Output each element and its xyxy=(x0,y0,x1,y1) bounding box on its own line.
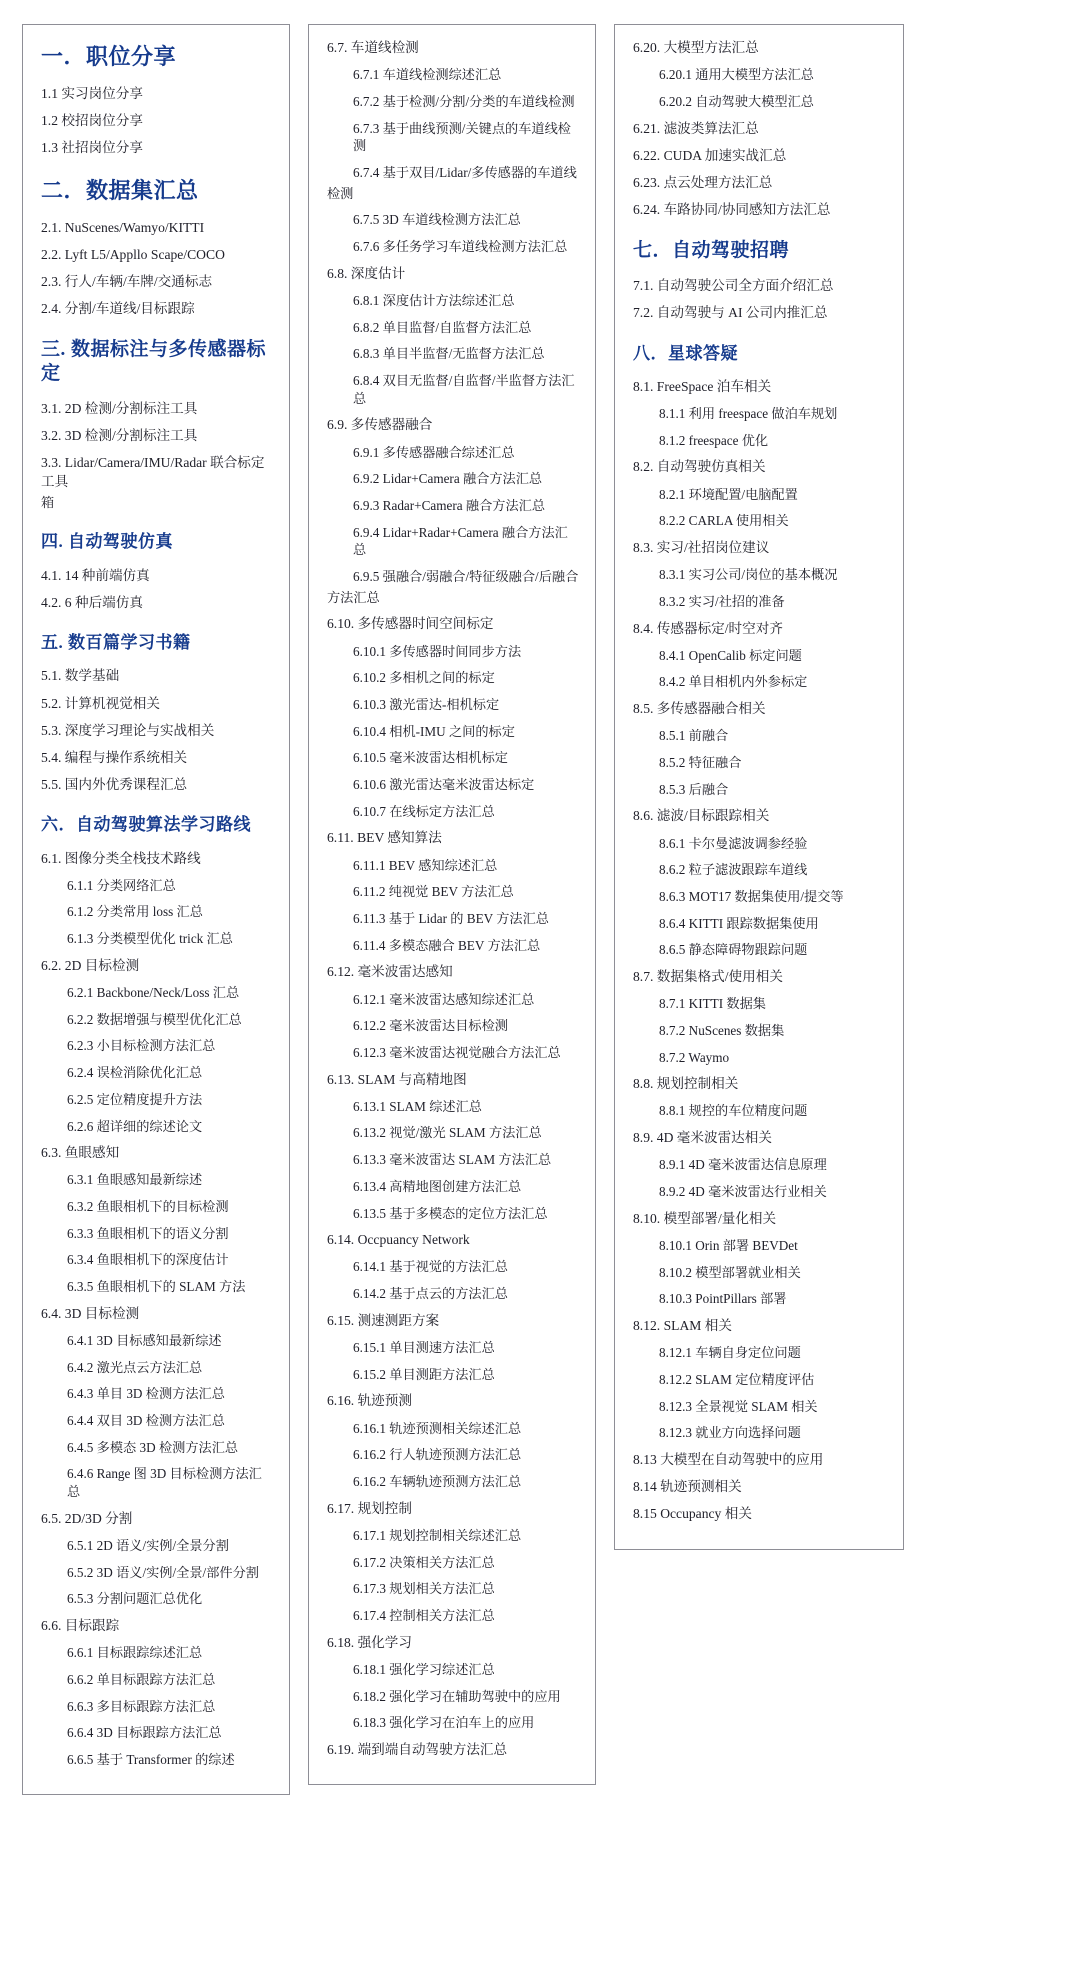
toc-entry-level3[interactable]: 8.4.1 OpenCalib 标定问题 xyxy=(659,647,802,663)
toc-entry-level2[interactable]: 6.5. 2D/3D 分割 xyxy=(41,1510,133,1526)
toc-entry-level2[interactable]: 6.9. 多传感器融合 xyxy=(327,417,433,433)
toc-entry-level3[interactable]: 6.8.2 单目监督/自监督方法汇总 xyxy=(353,319,532,335)
toc-entry-level3[interactable]: 6.3.1 鱼眼感知最新综述 xyxy=(67,1172,203,1188)
toc-entry-level3[interactable]: 6.3.5 鱼眼相机下的 SLAM 方法 xyxy=(67,1279,246,1295)
toc-entry-level2[interactable]: 6.10. 多传感器时间空间标定 xyxy=(327,616,494,632)
toc-entry-level3[interactable]: 8.7.1 KITTI 数据集 xyxy=(659,996,766,1012)
toc-entry-level3[interactable]: 6.8.4 双目无监督/自监督/半监督方法汇总 xyxy=(353,372,575,406)
toc-section-heading[interactable]: 三. 数据标注与多传感器标定 xyxy=(41,339,267,385)
toc-entry-level3[interactable]: 6.13.5 基于多模态的定位方法汇总 xyxy=(353,1205,548,1221)
toc-entry-level2[interactable]: 6.17. 规划控制 xyxy=(327,1500,412,1516)
toc-entry-level3[interactable]: 8.12.3 全景视觉 SLAM 相关 xyxy=(659,1398,818,1414)
toc-entry-level2[interactable]: 6.19. 端到端自动驾驶方法汇总 xyxy=(327,1741,508,1757)
toc-entry-level2[interactable]: 6.8. 深度估计 xyxy=(327,265,406,281)
toc-entry-level3[interactable]: 6.16.2 行人轨迹预测方法汇总 xyxy=(353,1447,522,1463)
toc-entry-level2[interactable]: 6.14. Occpuancy Network xyxy=(327,1232,470,1248)
toc-entry-level3[interactable]: 6.17.4 控制相关方法汇总 xyxy=(353,1607,495,1623)
toc-entry-level2[interactable]: 4.2. 6 种后端仿真 xyxy=(41,594,143,610)
toc-entry-level3[interactable]: 6.8.3 单目半监督/无监督方法汇总 xyxy=(353,346,545,362)
toc-entry-level3[interactable]: 6.3.3 鱼眼相机下的语义分割 xyxy=(67,1225,229,1241)
toc-entry-level3[interactable]: 6.20.2 自动驾驶大模型汇总 xyxy=(659,93,814,109)
toc-entry-level3[interactable]: 6.6.5 基于 Transformer 的综述 xyxy=(67,1752,235,1768)
toc-entry-level3[interactable]: 6.9.3 Radar+Camera 融合方法汇总 xyxy=(353,497,546,513)
toc-entry-level3[interactable]: 8.8.1 规控的车位精度问题 xyxy=(659,1103,808,1119)
toc-entry-level3[interactable]: 6.11.1 BEV 感知综述汇总 xyxy=(353,857,498,873)
toc-entry-level3[interactable]: 6.2.2 数据增强与模型优化汇总 xyxy=(67,1011,242,1027)
toc-entry-level3[interactable]: 8.10.1 Orin 部署 BEVDet xyxy=(659,1237,798,1253)
toc-entry-level3[interactable]: 8.2.1 环境配置/电脑配置 xyxy=(659,486,798,502)
toc-entry-level3[interactable]: 6.4.5 多模态 3D 检测方法汇总 xyxy=(67,1439,239,1455)
toc-entry-level3[interactable]: 6.10.5 毫米波雷达相机标定 xyxy=(353,750,508,766)
toc-entry-level3[interactable]: 8.12.1 车辆自身定位问题 xyxy=(659,1345,801,1361)
toc-entry-level3[interactable]: 6.13.2 视觉/激光 SLAM 方法汇总 xyxy=(353,1125,542,1141)
toc-entry-level3[interactable]: 6.18.3 强化学习在泊车上的应用 xyxy=(353,1715,535,1731)
toc-entry-level3[interactable]: 6.11.3 基于 Lidar 的 BEV 方法汇总 xyxy=(353,910,549,926)
toc-entry-level2[interactable]: 8.10. 模型部署/量化相关 xyxy=(633,1210,777,1226)
toc-entry-level3[interactable]: 6.2.4 误检消除优化汇总 xyxy=(67,1065,203,1081)
toc-entry-level3[interactable]: 8.1.1 利用 freespace 做泊车规划 xyxy=(659,406,838,421)
toc-entry-level3[interactable]: 8.6.4 KITTI 跟踪数据集使用 xyxy=(659,915,819,931)
toc-entry-level3[interactable]: 6.10.4 相机-IMU 之间的标定 xyxy=(353,723,515,739)
toc-entry-level3[interactable]: 6.4.3 单目 3D 检测方法汇总 xyxy=(67,1386,225,1402)
toc-entry-level3[interactable]: 6.4.6 Range 图 3D 目标检测方法汇总 xyxy=(67,1466,262,1500)
toc-entry-level2[interactable]: 6.13. SLAM 与高精地图 xyxy=(327,1071,467,1087)
toc-entry-level3[interactable]: 8.7.2 NuScenes 数据集 xyxy=(659,1022,785,1038)
toc-entry-level3[interactable]: 6.11.2 纯视觉 BEV 方法汇总 xyxy=(353,884,514,900)
toc-entry-level2[interactable]: 6.22. CUDA 加速实战汇总 xyxy=(633,147,787,163)
toc-entry-level3[interactable]: 6.5.3 分割问题汇总优化 xyxy=(67,1591,203,1607)
toc-entry-level2[interactable]: 2.3. 行人/车辆/车牌/交通标志 xyxy=(41,274,213,290)
toc-entry-level2[interactable]: 4.1. 14 种前端仿真 xyxy=(41,567,150,583)
toc-entry-level3[interactable]: 6.4.4 双目 3D 检测方法汇总 xyxy=(67,1413,225,1429)
toc-entry-level3[interactable]: 6.2.6 超详细的综述论文 xyxy=(67,1118,203,1134)
toc-entry-level3[interactable]: 8.4.2 单目相机内外参标定 xyxy=(659,674,808,690)
toc-entry-level3[interactable]: 8.6.2 粒子滤波跟踪车道线 xyxy=(659,862,808,878)
toc-entry-level2[interactable]: 6.24. 车路协同/协同感知方法汇总 xyxy=(633,202,831,218)
toc-entry-level3[interactable]: 8.12.2 SLAM 定位精度评估 xyxy=(659,1371,815,1387)
toc-section-heading[interactable]: 八．星球答疑 xyxy=(633,343,738,363)
toc-entry-level3[interactable]: 8.3.2 实习/社招的准备 xyxy=(659,593,785,609)
toc-entry-level2[interactable]: 7.1. 自动驾驶公司全方面介绍汇总 xyxy=(633,278,834,294)
toc-entry-level3[interactable]: 8.6.1 卡尔曼滤波调参经验 xyxy=(659,835,808,851)
toc-entry-level3[interactable]: 6.6.1 目标跟踪综述汇总 xyxy=(67,1645,203,1661)
toc-entry-level3[interactable]: 6.2.5 定位精度提升方法 xyxy=(67,1091,203,1107)
toc-entry-level2[interactable]: 6.6. 目标跟踪 xyxy=(41,1618,120,1634)
toc-entry-level3[interactable]: 6.2.1 Backbone/Neck/Loss 汇总 xyxy=(67,985,240,1001)
toc-entry-level3[interactable]: 6.16.1 轨迹预测相关综述汇总 xyxy=(353,1420,522,1436)
toc-entry-level3[interactable]: 6.5.1 2D 语义/实例/全景分割 xyxy=(67,1538,229,1554)
toc-entry-level3[interactable]: 6.18.2 强化学习在辅助驾驶中的应用 xyxy=(353,1688,561,1704)
toc-entry-level3[interactable]: 8.3.1 实习公司/岗位的基本概况 xyxy=(659,567,838,583)
toc-entry-level3[interactable]: 6.8.1 深度估计方法综述汇总 xyxy=(353,292,515,308)
toc-entry-level3[interactable]: 6.2.3 小目标检测方法汇总 xyxy=(67,1038,216,1054)
toc-entry-level3[interactable]: 6.10.1 多传感器时间同步方法 xyxy=(353,643,522,659)
toc-entry-level3[interactable]: 6.6.3 多目标跟踪方法汇总 xyxy=(67,1698,216,1714)
toc-entry-level2[interactable]: 7.2. 自动驾驶与 AI 公司内推汇总 xyxy=(633,305,828,321)
toc-entry-level2[interactable]: 8.5. 多传感器融合相关 xyxy=(633,701,766,717)
toc-entry-level2[interactable]: 6.11. BEV 感知算法 xyxy=(327,830,442,846)
toc-entry-level2[interactable]: 8.9. 4D 毫米波雷达相关 xyxy=(633,1130,772,1146)
toc-entry-level2[interactable]: 8.12. SLAM 相关 xyxy=(633,1318,732,1334)
toc-entry-level2[interactable]: 6.1. 图像分类全栈技术路线 xyxy=(41,850,201,866)
toc-entry-level3[interactable]: 6.10.6 激光雷达毫米波雷达标定 xyxy=(353,777,535,792)
toc-entry-level2[interactable]: 3.2. 3D 检测/分割标注工具 xyxy=(41,428,198,444)
toc-entry-level3[interactable]: 8.6.3 MOT17 数据集使用/提交等 xyxy=(659,888,844,904)
toc-entry-level3[interactable]: 6.18.1 强化学习综述汇总 xyxy=(353,1661,495,1677)
toc-entry-level3[interactable]: 6.15.2 单目测距方法汇总 xyxy=(353,1366,495,1382)
column-2 xyxy=(308,24,596,1785)
toc-entry-level3[interactable]: 6.13.1 SLAM 综述汇总 xyxy=(353,1098,482,1114)
toc-entry-level2[interactable]: 3.1. 2D 检测/分割标注工具 xyxy=(41,400,198,416)
toc-entry-level3[interactable]: 8.5.3 后融合 xyxy=(659,781,729,797)
column-3 xyxy=(614,24,904,1550)
toc-entry-level2[interactable]: 1.1 实习岗位分享 xyxy=(41,85,143,101)
toc-entry-level2[interactable]: 8.8. 规划控制相关 xyxy=(633,1076,739,1092)
toc-section-heading[interactable]: 七．自动驾驶招聘 xyxy=(633,240,790,262)
toc-entry-level2[interactable]: 1.3 社招岗位分享 xyxy=(41,139,143,155)
toc-entry-level3[interactable]: 6.7.5 3D 车道线检测方法汇总 xyxy=(353,212,521,228)
toc-section-heading[interactable]: 一．职位分享 xyxy=(41,44,177,69)
toc-entry-level3[interactable]: 8.12.3 就业方向选择问题 xyxy=(659,1425,801,1441)
toc-entry-level2[interactable]: 6.20. 大模型方法汇总 xyxy=(633,40,759,55)
toc-entry-level3[interactable]: 8.7.2 Waymo xyxy=(659,1049,730,1065)
toc-entry-level2[interactable]: 6.7. 车道线检测 xyxy=(327,40,419,55)
toc-entry-level3[interactable]: 6.6.2 单目标跟踪方法汇总 xyxy=(67,1672,216,1687)
toc-entry-level3[interactable]: 6.20.1 通用大模型方法汇总 xyxy=(659,67,814,83)
toc-entry-level3[interactable]: 6.10.7 在线标定方法汇总 xyxy=(353,803,495,819)
toc-entry-level3[interactable]: 6.3.4 鱼眼相机下的深度估计 xyxy=(67,1252,229,1268)
toc-entry-level2[interactable]: 1.2 校招岗位分享 xyxy=(41,112,143,128)
toc-entry-level3[interactable]: 6.7.3 基于曲线预测/关键点的车道线检测 xyxy=(353,120,571,154)
toc-entry-level3[interactable]: 6.7.2 基于检测/分割/分类的车道线检测 xyxy=(353,93,575,109)
toc-section-heading[interactable]: 六．自动驾驶算法学习路线 xyxy=(41,815,251,835)
toc-entry-level3[interactable]: 6.11.4 多模态融合 BEV 方法汇总 xyxy=(353,937,541,953)
toc-entry-level3[interactable]: 6.17.3 规划相关方法汇总 xyxy=(353,1581,495,1597)
toc-entry-level2[interactable]: 6.15. 测速测距方案 xyxy=(327,1312,440,1328)
toc-entry-level2[interactable]: 3.3. Lidar/Camera/IMU/Radar 联合标定工具 xyxy=(41,455,265,489)
toc-entry-level2[interactable]: 8.3. 实习/社招岗位建议 xyxy=(633,539,770,555)
toc-entry-level3[interactable]: 6.7.6 多任务学习车道线检测方法汇总 xyxy=(353,239,568,255)
column-1 xyxy=(22,24,290,1795)
toc-entry-level3[interactable]: 6.7.1 车道线检测综述汇总 xyxy=(353,67,502,83)
toc-entry-level3[interactable]: 6.9.4 Lidar+Radar+Camera 融合方法汇总 xyxy=(353,524,568,558)
toc-entry-level2[interactable]: 6.23. 点云处理方法汇总 xyxy=(633,174,773,190)
toc-entry-level2[interactable]: 5.1. 数学基础 xyxy=(41,668,120,684)
toc-entry-level2[interactable]: 6.3. 鱼眼感知 xyxy=(41,1145,120,1161)
toc-entry-level3[interactable]: 6.6.4 3D 目标跟踪方法汇总 xyxy=(67,1725,222,1741)
toc-entry-level3[interactable]: 8.6.5 静态障碍物跟踪问题 xyxy=(659,942,808,958)
toc-entry-level3[interactable]: 6.14.2 基于点云的方法汇总 xyxy=(353,1286,508,1302)
toc-entry-wrapped-line: 方法汇总 xyxy=(327,589,380,605)
toc-entry-level3[interactable]: 6.9.2 Lidar+Camera 融合方法汇总 xyxy=(353,471,543,487)
toc-entry-level3[interactable]: 6.13.3 毫米波雷达 SLAM 方法汇总 xyxy=(353,1152,552,1168)
toc-entry-level2[interactable]: 5.2. 计算机视觉相关 xyxy=(41,695,160,711)
toc-section-heading[interactable]: 二．数据集汇总 xyxy=(41,178,199,204)
toc-entry-level2[interactable]: 2.4. 分割/车道线/目标跟踪 xyxy=(41,301,195,317)
toc-entry-level2[interactable]: 6.2. 2D 目标检测 xyxy=(41,957,140,973)
toc-entry-level3[interactable]: 8.5.1 前融合 xyxy=(659,728,729,744)
toc-entry-level2[interactable]: 8.4. 传感器标定/时空对齐 xyxy=(633,620,783,636)
toc-entry-level3[interactable]: 6.7.4 基于双目/Lidar/多传感器的车道线 xyxy=(353,164,577,180)
toc-entry-level2[interactable]: 8.6. 滤波/目标跟踪相关 xyxy=(633,808,770,824)
toc-entry-level3[interactable]: 8.10.3 PointPillars 部署 xyxy=(659,1291,787,1307)
toc-entry-level3[interactable]: 8.1.2 freespace 优化 xyxy=(659,432,769,448)
toc-entry-level2[interactable]: 8.15 Occupancy 相关 xyxy=(633,1506,752,1522)
toc-entry-level2[interactable]: 8.14 轨迹预测相关 xyxy=(633,1479,742,1495)
toc-entry-level3[interactable]: 6.1.1 分类网络汇总 xyxy=(67,877,176,893)
toc-section-heading[interactable]: 四. 自动驾驶仿真 xyxy=(41,532,173,552)
toc-entry-wrapped-line: 检测 xyxy=(327,185,354,201)
toc-entry-level3[interactable]: 6.10.3 激光雷达-相机标定 xyxy=(353,696,500,712)
toc-entry-level3[interactable]: 6.9.1 多传感器融合综述汇总 xyxy=(353,444,515,460)
toc-entry-level3[interactable]: 6.9.5 强融合/弱融合/特征级融合/后融合 xyxy=(353,568,579,584)
toc-entry-level3[interactable]: 6.15.1 单目测速方法汇总 xyxy=(353,1340,495,1356)
toc-entry-level2[interactable]: 8.7. 数据集格式/使用相关 xyxy=(633,969,783,985)
toc-entry-level3[interactable]: 6.4.1 3D 目标感知最新综述 xyxy=(67,1333,222,1349)
toc-entry-level3[interactable]: 6.12.1 毫米波雷达感知综述汇总 xyxy=(353,991,535,1007)
toc-entry-level2[interactable]: 6.16. 轨迹预测 xyxy=(327,1393,412,1409)
toc-entry-level3[interactable]: 6.13.4 高精地图创建方法汇总 xyxy=(353,1178,522,1194)
toc-entry-level3[interactable]: 6.1.3 分类模型优化 trick 汇总 xyxy=(67,931,233,947)
toc-entry-level3[interactable]: 8.2.2 CARLA 使用相关 xyxy=(659,513,789,529)
toc-entry-level2[interactable]: 2.1. NuScenes/Wamyo/KITTI xyxy=(41,219,205,235)
toc-entry-level3[interactable]: 6.16.2 车辆轨迹预测方法汇总 xyxy=(353,1473,522,1489)
toc-entry-level2[interactable]: 6.18. 强化学习 xyxy=(327,1634,412,1650)
toc-entry-level2[interactable]: 6.12. 毫米波雷达感知 xyxy=(327,964,453,980)
toc-entry-level3[interactable]: 6.12.3 毫米波雷达视觉融合方法汇总 xyxy=(353,1044,561,1060)
toc-entry-level3[interactable]: 6.10.2 多相机之间的标定 xyxy=(353,670,495,686)
toc-entry-level2[interactable]: 5.4. 编程与操作系统相关 xyxy=(41,749,188,765)
toc-entry-level2[interactable]: 5.5. 国内外优秀课程汇总 xyxy=(41,777,188,793)
toc-entry-level3[interactable]: 6.1.2 分类常用 loss 汇总 xyxy=(67,904,203,920)
toc-entry-level3[interactable]: 6.4.2 激光点云方法汇总 xyxy=(67,1359,203,1375)
toc-entry-level3[interactable]: 8.10.2 模型部署就业相关 xyxy=(659,1264,801,1280)
toc-entry-level2[interactable]: 6.4. 3D 目标检测 xyxy=(41,1305,140,1321)
toc-entry-level3[interactable]: 6.17.2 决策相关方法汇总 xyxy=(353,1554,495,1570)
toc-entry-level2[interactable]: 5.3. 深度学习理论与实战相关 xyxy=(41,722,215,738)
toc-entry-level2[interactable]: 2.2. Lyft L5/Appllo Scape/COCO xyxy=(41,246,225,262)
toc-entry-level3[interactable]: 6.17.1 规划控制相关综述汇总 xyxy=(353,1527,522,1543)
toc-entry-level3[interactable]: 8.9.2 4D 毫米波雷达行业相关 xyxy=(659,1184,827,1200)
toc-entry-level3[interactable]: 8.5.2 特征融合 xyxy=(659,755,742,770)
toc-entry-level3[interactable]: 6.5.2 3D 语义/实例/全景/部件分割 xyxy=(67,1564,259,1580)
toc-section-heading[interactable]: 五. 数百篇学习书籍 xyxy=(41,633,191,653)
toc-entry-level3[interactable]: 6.3.2 鱼眼相机下的目标检测 xyxy=(67,1199,229,1215)
toc-entry-level2[interactable]: 8.1. FreeSpace 泊车相关 xyxy=(633,378,772,394)
toc-entry-level3[interactable]: 6.12.2 毫米波雷达目标检测 xyxy=(353,1018,508,1034)
toc-entry-level2[interactable]: 6.21. 滤波类算法汇总 xyxy=(633,120,759,136)
toc-entry-level2[interactable]: 8.13 大模型在自动驾驶中的应用 xyxy=(633,1451,824,1467)
toc-entry-level3[interactable]: 6.14.1 基于视觉的方法汇总 xyxy=(353,1259,508,1275)
toc-entry-level2[interactable]: 8.2. 自动驾驶仿真相关 xyxy=(633,459,766,475)
toc-entry-wrapped-line: 箱 xyxy=(41,494,55,510)
toc-entry-level3[interactable]: 8.9.1 4D 毫米波雷达信息原理 xyxy=(659,1157,827,1173)
